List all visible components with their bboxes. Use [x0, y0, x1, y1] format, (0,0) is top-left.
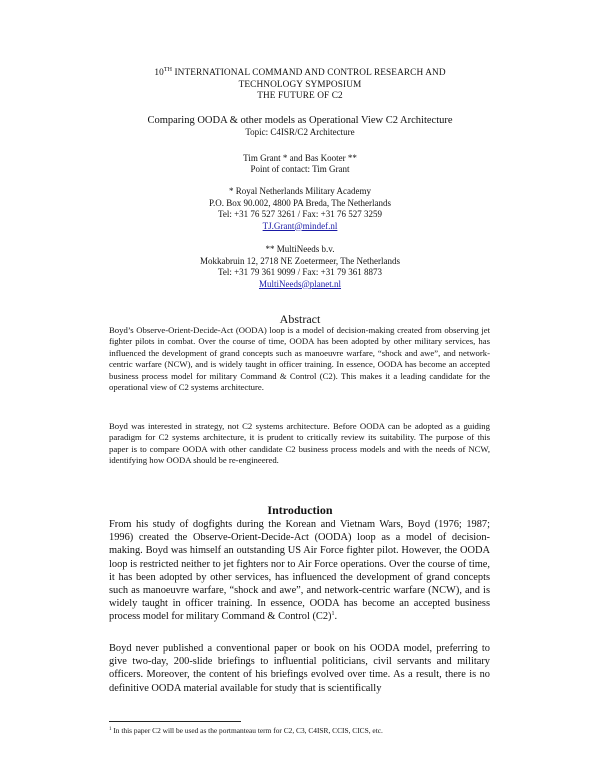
introduction-paragraph-2: Boyd never published a conventional paper or book on his OODA model, preferring to give two-day, 200-slide briefings to influential politicians, civil servants and military officers. Moreover, the content of his briefings evolved over time. As a result, there is no definitive OODA material available for study that is scientifically: [109, 643, 490, 694]
affiliation-1: [0, 186, 600, 232]
affiliation-2-address: Mokkabruin 12, 2718 NE Zoetermeer, The Netherlands: [200, 255, 400, 266]
author-names: Tim Grant * and Bas Kooter **: [243, 153, 357, 163]
footnote-divider: [109, 721, 241, 722]
introduction-heading: Introduction: [267, 503, 333, 517]
conference-line-2: TECHNOLOGY SYMPOSIUM: [238, 79, 362, 90]
affiliation-1-address: P.O. Box 90.002, 4800 PA Breda, The Netherlands: [209, 197, 391, 208]
conference-line-3: THE FUTURE OF C2: [257, 91, 343, 101]
paper-title: Comparing OODA & other models as Operational View C2 Architecture: [147, 115, 453, 126]
affiliation-1-name: * Royal Netherlands Military Academy: [229, 186, 371, 196]
abstract-paragraph: Boyd was interested in strategy, not C2 systems architecture. Before OODA can be adopted as a guiding paradigm for C2 systems architecture, it is prudent to critically review its suitability. The purpose of this paper is to compare OODA with other candidate C2 business process models and with the needs of NCW, identifying how OODA should be re-engineered.: [109, 421, 490, 466]
footnote-text: In this paper C2 will be used as the portmanteau term for C2, C3, C4ISR, CCIS, CICS, etc.: [111, 726, 383, 735]
point-of-contact: Point of contact: Tim Grant: [250, 164, 350, 174]
conference-header: [0, 68, 600, 103]
affiliation-2-phone: Tel: +31 79 361 9099 / Fax: +31 79 361 8873: [217, 267, 383, 277]
affiliation-1-phone: Tel: +31 76 527 3261 / Fax: +31 76 527 3259: [217, 209, 383, 219]
conference-line-1: 10TH INTERNATIONAL COMMAND AND CONTROL RESEARCH AND: [154, 67, 446, 78]
affiliation-2: [0, 244, 600, 290]
footnote-reference[interactable]: 1: [331, 611, 335, 618]
introduction-paragraph-1: From his study of dogfights during the Korean and Vietnam Wars, Boyd (1976; 1987; 1996) created the Observe-Orient-Decide-Act (OODA) loop as a model of decision-making. Boyd was himself an outstanding US Air Force fighter pilot. However, the OODA loop is restricted neither to jet fighters nor to Air Force operations. Over the course of time, it has been adopted by other services, has influenced the development of grand concepts such as manoeuvre warfare, “shock and awe”, and network-centric warfare (NCW), and is widely taught in officer training. In essence, OODA has become an accepted business process model for military Command & Control $(C2)^1$.: [109, 519, 490, 623]
abstract-heading: Abstract: [279, 312, 321, 326]
affiliation-1-email-link[interactable]: TJ.Grant@mindef.nl: [262, 220, 338, 231]
footnote-marker: 1: [109, 727, 112, 732]
affiliation-2-email-link[interactable]: MultiNeeds@planet.nl: [258, 278, 342, 289]
footnote: [109, 726, 529, 735]
paper-topic: Topic: C4ISR/C2 Architecture: [245, 127, 355, 137]
affiliation-2-name: ** MultiNeeds b.v.: [265, 244, 335, 254]
abstract-paragraph: Boyd’s Observe-Orient-Decide-Act (OODA) loop is a model of decision-making created from observing jet fighter pilots in combat. Over the course of time, OODA has been adopted by other military services, has influenced the development of grand concepts such as manoeuvre warfare, “shock and awe”, and network-centric warfare (NCW), and is widely taught in officer training. In essence, OODA has become an accepted business process model for military Command & Control (C2). This makes it a leading candidate for the operational view of C2 systems architecture.: [109, 325, 490, 393]
